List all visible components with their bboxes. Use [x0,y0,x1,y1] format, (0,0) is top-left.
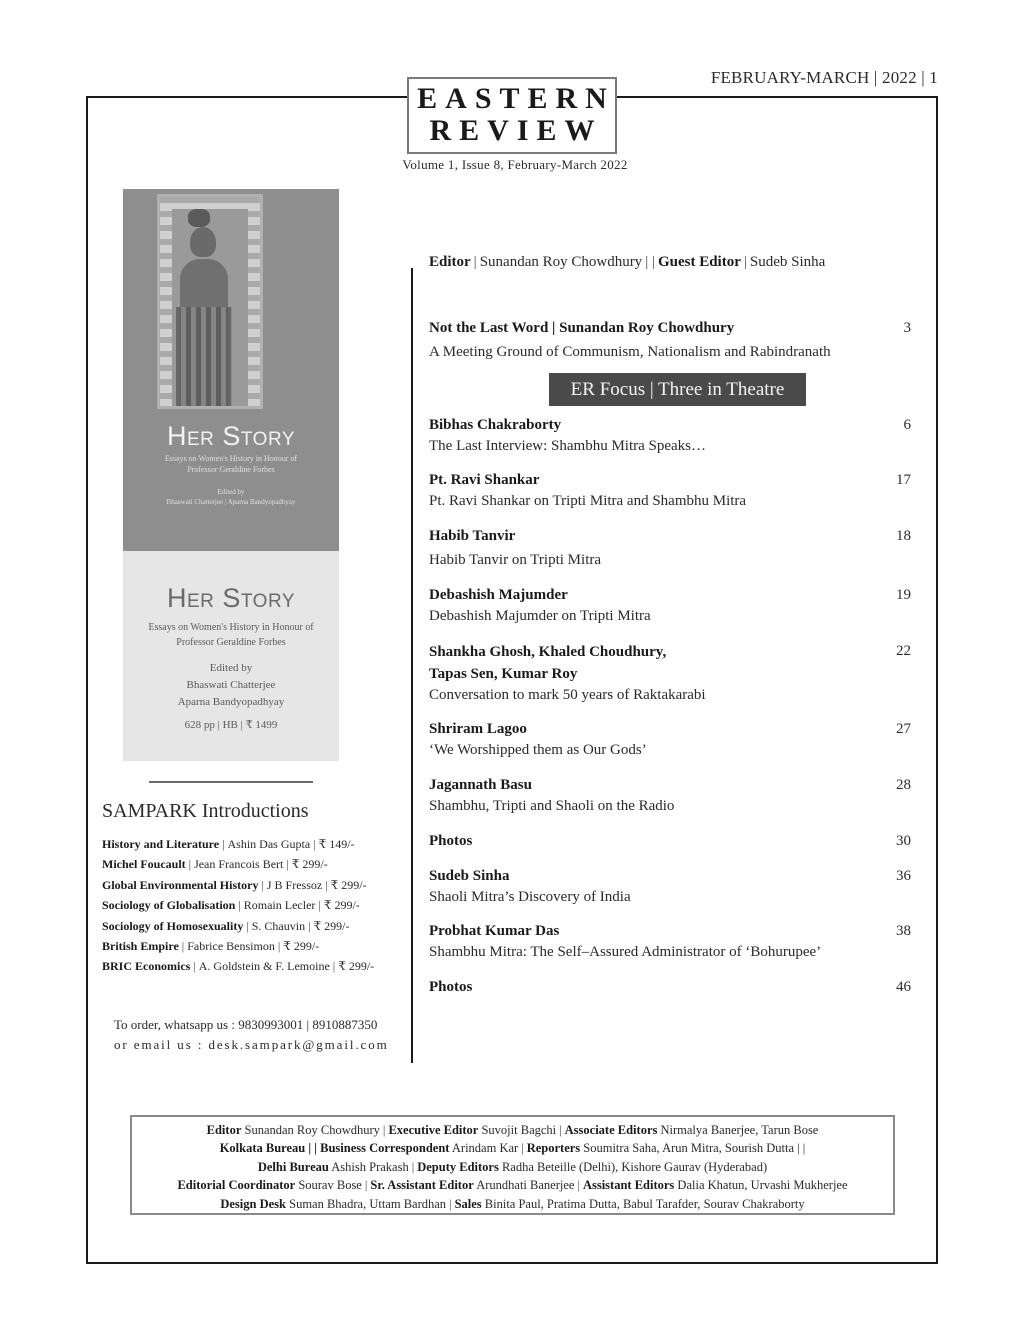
toc-entry[interactable] [429,866,911,908]
separator: | [188,857,192,872]
book-cover-image [123,189,339,551]
separator: | [193,959,196,974]
toc-page-number: 3 [903,320,911,336]
staff-names: Sunandan Roy Chowdhury [244,1123,380,1137]
madhubani-artwork-icon [157,194,263,409]
book-title: Sociology of Homosexuality [102,918,244,933]
book-author: Romain Lecler [243,898,316,913]
book-author: Jean Francois Bert [194,857,284,872]
toc-page-number: 6 [903,417,911,433]
toc-entry[interactable] [429,641,911,706]
masthead-line [132,1121,893,1139]
guest-editor-label: Guest Editor [657,254,741,270]
toc-author: Shriram Lagoo [429,721,527,737]
staff-role: Editorial Coordinator [177,1178,296,1193]
toc-title: The Last Interview: Shambhu Mitra Speaks… [429,438,707,454]
book-price: ₹ 149/- [318,837,355,851]
order-email-line: or email us : desk.sampark@gmail.com [114,1037,389,1052]
toc-entry[interactable] [429,719,911,761]
separator: | [743,254,747,270]
sampark-book-item [102,834,374,854]
staff-role: Deputy Editors [417,1159,499,1174]
toc-author: Not the Last Word | Sunandan Roy Chowdhury [429,320,735,336]
volume-issue-line: Volume 1, Issue 8, February-March 2022 [402,157,628,172]
staff-names: Sourav Bose [298,1178,362,1193]
toc-title: Conversation to mark 50 years of Raktakarabi [429,687,706,703]
toc-entry[interactable] [429,470,911,512]
cover-edited-by: Edited by [217,488,245,496]
book-title: History and Literature [102,837,220,851]
book-price: ₹ 299/- [338,959,375,974]
toc-title: Shaoli Mitra’s Discovery of India [429,889,631,905]
book-title: British Empire [102,939,179,954]
divider-rule [149,781,313,783]
order-whatsapp-line: To order, whatsapp us : 9830993001 | 8910887350 [114,1017,378,1032]
edited-by-label: Edited by [209,662,253,674]
book-author: Ashin Das Gupta [227,837,311,851]
cover-editors: Bhaswati Chatterjee | Aparna Bandyopadhyay [166,498,296,506]
book-editors [123,660,339,711]
staff-names: Nirmalya Banerjee, Tarun Bose [660,1123,819,1137]
sampark-book-item [102,936,374,956]
staff-names: Dalia Khatun, Urvashi Mukherjee [677,1178,848,1193]
separator: | [318,898,321,913]
sampark-book-item [102,854,374,874]
toc-author: Photos [429,833,473,849]
book-price: ₹ 299/- [330,877,367,892]
toc-title: Shambhu Mitra: The Self–Assured Administrator of ‘Bohurupee’ [429,944,822,960]
staff-role: Delhi Bureau [257,1159,329,1174]
guest-editor-name: Sudeb Sinha [749,254,826,270]
book-subtitle-line: Professor Geraldine Forbes [176,637,286,648]
separator: | [308,918,311,933]
book-subtitle [123,620,339,650]
book-editor-name: Aparna Bandyopadhyay [177,696,285,708]
separator: | [577,1178,580,1193]
separator: | [332,959,336,974]
masthead-line [132,1158,893,1176]
book-title: BRIC Economics [102,959,191,974]
toc-entry[interactable] [429,415,911,457]
toc-author: Habib Tanvir [429,528,516,544]
separator: | [261,877,264,892]
staff-role: Associate Editors [564,1123,658,1137]
staff-names: Arundhati Banerjee [476,1178,575,1193]
staff-role: Assistant Editors [582,1178,675,1193]
book-author: A. Goldstein & F. Lemoine [198,959,330,974]
toc-title: Habib Tanvir on Tripti Mitra [429,552,602,568]
masthead-line [132,1139,893,1157]
toc-title: A Meeting Ground of Communism, Nationalism and Rabindranath [429,344,831,360]
staff-role: Editor [206,1123,242,1137]
logo-line-review: REVIEW [429,114,603,147]
separator: | [411,1159,415,1174]
sampark-book-list [102,834,374,977]
separator: | [286,857,289,872]
toc-author: Jagannath Basu [429,777,532,793]
masthead-line [132,1176,893,1194]
staff-names: Radha Beteille (Delhi), Kishore Gaurav (Hyderabad) [501,1159,768,1174]
book-editor-name: Bhaswati Chatterjee [186,679,276,691]
toc-page-number: 17 [896,472,911,488]
separator: | [382,1123,386,1137]
toc-page-number: 27 [896,721,911,737]
separator: | [222,837,225,851]
editor-label: Editor [429,254,471,270]
toc-title: Pt. Ravi Shankar on Tripti Mitra and Shambhu Mitra [429,493,747,509]
toc-title: Shambhu, Tripti and Shaoli on the Radio [429,798,675,814]
staff-names: Suvojit Bagchi [481,1123,557,1137]
book-cover-title: Her Story [167,421,295,451]
staff-role: Sr. Assistant Editor [370,1178,474,1193]
staff-names: Binita Paul, Pratima Dutta, Babul Tarafder, Sourav Chakraborty [484,1196,805,1211]
page-header: FEBRUARY-MARCH | 2022 | 1 [710,68,938,87]
toc-page-number: 38 [896,923,911,939]
cover-subtitle-line: Essays on Women's History in Honour of [164,454,298,463]
separator: | [325,877,328,892]
book-price: ₹ 299/- [291,857,328,872]
separator: | [521,1141,524,1156]
sampark-book-item [102,895,374,915]
er-focus-banner: ER Focus | Three in Theatre [549,373,806,406]
separator: | [181,939,185,954]
sampark-book-item [102,875,374,895]
book-price: ₹ 299/- [283,939,320,954]
separator: | [449,1196,452,1211]
toc-entry[interactable] [429,921,911,963]
book-author: Fabrice Bensimon [187,939,275,954]
sampark-book-item [102,956,374,976]
staff-names: Ashish Prakash [331,1159,409,1174]
cover-subtitle-line: Professor Geraldine Forbes [187,465,275,474]
toc-page-number: 22 [896,643,911,659]
book-price: ₹ 299/- [313,918,350,933]
book-subtitle-line: Essays on Women's History in Honour of [148,622,314,633]
toc-author: Photos [429,979,473,995]
editor-name: Sunandan Roy Chowdhury [479,254,643,270]
toc-author: Sudeb Sinha [429,868,510,884]
toc-page-number: 36 [896,868,911,884]
book-cover-subtitle [123,453,339,475]
book-cover-editors [123,487,339,507]
toc-author: Tapas Sen, Kumar Roy [429,666,578,682]
staff-names: Suman Bhadra, Uttam Bardhan [289,1196,447,1211]
toc-entry-photos[interactable] [429,831,911,852]
toc-author: Shankha Ghosh, Khaled Choudhury, [429,644,667,660]
toc-entry[interactable] [429,775,911,817]
staff-role: Sales [454,1196,482,1211]
staff-masthead-box [130,1115,895,1215]
separator: | [364,1178,368,1193]
toc-page-number: 46 [896,979,911,995]
staff-names: Soumitra Saha, Arun Mitra, Sourish Dutta | | [583,1141,806,1156]
column-divider [411,268,413,1063]
book-price: ₹ 299/- [323,898,360,913]
editors-credit [429,254,825,271]
toc-author: Probhat Kumar Das [429,923,560,939]
masthead-line [132,1195,893,1213]
sampark-book-item [102,916,374,936]
separator: | [473,254,477,270]
toc-title: Debashish Majumder on Tripti Mitra [429,608,651,624]
logo-line-eastern: EASTERN [417,82,615,115]
toc-page-number: 19 [896,587,911,603]
book-info-panel [123,551,339,761]
separator: | | [645,254,655,270]
staff-role: Kolkata Bureau | | Business Correspondent [219,1141,450,1156]
toc-entry-lead[interactable] [429,318,911,363]
toc-author: Pt. Ravi Shankar [429,472,540,488]
sampark-heading: SAMPARK Introductions [102,800,309,822]
book-author: S. Chauvin [251,918,306,933]
separator: | [277,939,281,954]
toc-entry[interactable] [429,526,911,571]
book-title: Michel Foucault [102,857,186,872]
toc-author: Bibhas Chakraborty [429,417,562,433]
staff-role: Design Desk [220,1196,286,1211]
book-title: Global Environmental History [102,877,259,892]
book-title: Sociology of Globalisation [102,898,236,913]
separator: | [238,898,241,913]
book-meta: 628 pp | HB | ₹ 1499 [184,719,278,731]
separator: | [313,837,316,851]
staff-role: Executive Editor [388,1123,479,1137]
staff-role: Reporters [526,1141,581,1156]
toc-author: Debashish Majumder [429,587,568,603]
toc-page-number: 30 [896,833,911,849]
toc-page-number: 18 [896,528,911,544]
separator: | [559,1123,562,1137]
separator: | [246,918,249,933]
toc-entry-photos[interactable] [429,977,911,998]
toc-page-number: 28 [896,777,911,793]
book-author: J B Fressoz [266,877,323,892]
toc-title: ‘We Worshipped them as Our Gods’ [429,742,647,758]
masthead-logo [407,77,617,154]
book-title: Her Story [167,583,295,613]
book-advertisement [123,189,339,761]
staff-names: Arindam Kar [451,1141,519,1156]
toc-entry[interactable] [429,585,911,627]
